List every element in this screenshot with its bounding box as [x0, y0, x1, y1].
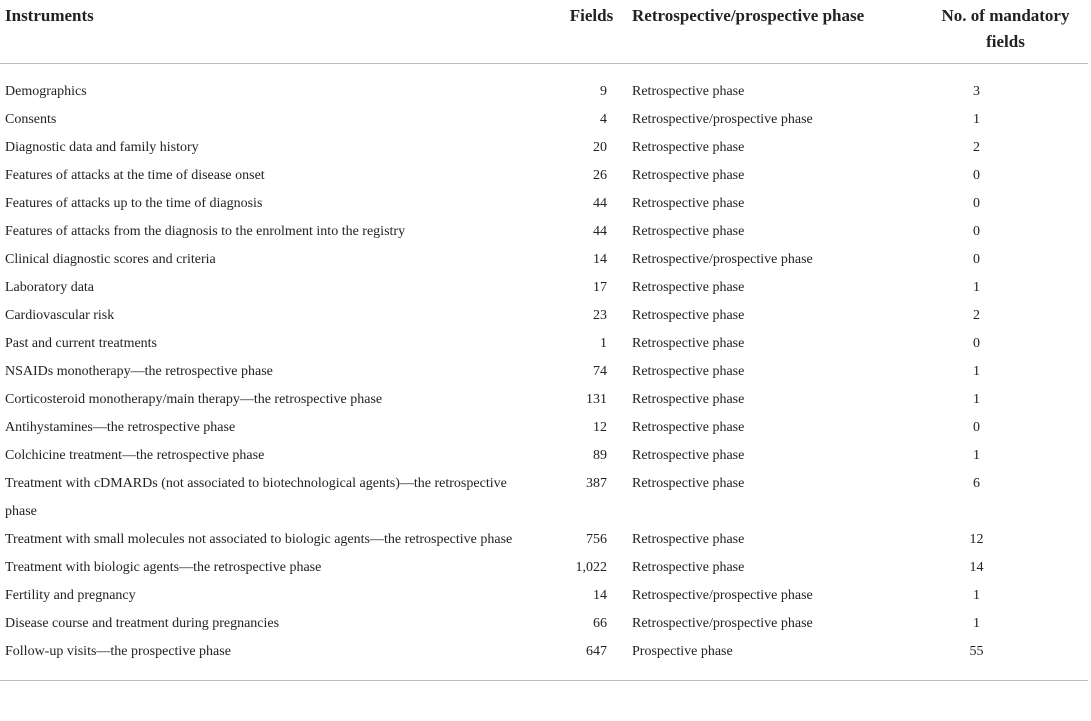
cell-fields	[555, 218, 628, 246]
cell-phase-text: Retrospective phase	[632, 531, 745, 547]
cell-mandatory-fields-text: 1	[973, 279, 980, 295]
cell-mandatory-fields-text: 0	[973, 223, 980, 239]
cell-fields-text: 44	[593, 195, 607, 211]
cell-instrument-text: Features of attacks at the time of disease onset	[5, 167, 265, 183]
cell-phase	[628, 274, 923, 302]
cell-instrument-text: Demographics	[5, 83, 87, 99]
cell-phase	[628, 330, 923, 358]
table-row	[0, 638, 1088, 681]
cell-phase-text: Retrospective phase	[632, 559, 745, 575]
cell-instrument	[0, 638, 555, 681]
cell-fields-text: 1	[600, 335, 607, 351]
cell-instrument	[0, 330, 555, 358]
cell-instrument-text: Cardiovascular risk	[5, 307, 115, 323]
table-row	[0, 358, 1088, 386]
cell-fields-text: 17	[593, 279, 607, 295]
cell-fields-text: 9	[600, 83, 607, 99]
table-row	[0, 330, 1088, 358]
cell-instrument-text: Treatment with small molecules not associated to biologic agents—the retrospective phase	[5, 531, 513, 547]
cell-phase-text: Retrospective phase	[632, 335, 745, 351]
cell-fields	[555, 582, 628, 610]
cell-instrument-text: Laboratory data	[5, 279, 95, 295]
cell-mandatory-fields-text: 1	[973, 391, 980, 407]
cell-mandatory-fields	[923, 106, 1088, 134]
table-row	[0, 274, 1088, 302]
table-row	[0, 246, 1088, 274]
cell-instrument	[0, 63, 555, 106]
cell-instrument	[0, 134, 555, 162]
cell-mandatory-fields-text: 1	[973, 587, 980, 603]
cell-instrument	[0, 274, 555, 302]
table-row	[0, 582, 1088, 610]
cell-mandatory-fields	[923, 610, 1088, 638]
cell-fields	[555, 554, 628, 582]
cell-fields	[555, 63, 628, 106]
cell-instrument	[0, 554, 555, 582]
cell-instrument-text: Treatment with biologic agents—the retrospective phase	[5, 559, 322, 575]
cell-mandatory-fields	[923, 190, 1088, 218]
cell-phase	[628, 63, 923, 106]
cell-fields-text: 89	[593, 447, 607, 463]
table-row	[0, 106, 1088, 134]
cell-instrument-text: Corticosteroid monotherapy/main therapy—the retrospective phase	[5, 391, 383, 407]
cell-mandatory-fields-text: 0	[973, 335, 980, 351]
cell-phase	[628, 218, 923, 246]
cell-phase-text: Retrospective/prospective phase	[632, 251, 813, 267]
cell-phase-text: Prospective phase	[632, 643, 733, 659]
cell-mandatory-fields	[923, 63, 1088, 106]
cell-phase	[628, 442, 923, 470]
cell-instrument-text: Fertility and pregnancy	[5, 587, 136, 603]
table-row	[0, 162, 1088, 190]
cell-instrument-text: Past and current treatments	[5, 335, 158, 351]
cell-instrument-text: Treatment with cDMARDs (not associated to biotechnological agents)—the retrospective phase	[5, 475, 507, 519]
cell-phase-text: Retrospective phase	[632, 447, 745, 463]
header-mandatory-fields: No. of mandatory fields	[923, 0, 1088, 63]
table-row	[0, 218, 1088, 246]
cell-phase	[628, 554, 923, 582]
cell-instrument	[0, 190, 555, 218]
cell-mandatory-fields-text: 0	[973, 195, 980, 211]
cell-mandatory-fields-text: 2	[973, 139, 980, 155]
cell-fields-text: 44	[593, 223, 607, 239]
cell-fields-text: 647	[586, 643, 607, 659]
cell-phase	[628, 526, 923, 554]
cell-phase	[628, 358, 923, 386]
cell-fields	[555, 162, 628, 190]
cell-fields	[555, 274, 628, 302]
cell-instrument	[0, 414, 555, 442]
table-row	[0, 442, 1088, 470]
cell-mandatory-fields-text: 0	[973, 251, 980, 267]
cell-mandatory-fields	[923, 470, 1088, 526]
cell-mandatory-fields	[923, 330, 1088, 358]
cell-fields-text: 756	[586, 531, 607, 547]
cell-mandatory-fields-text: 1	[973, 363, 980, 379]
cell-phase-text: Retrospective phase	[632, 307, 745, 323]
cell-instrument	[0, 610, 555, 638]
table-row	[0, 63, 1088, 106]
cell-fields	[555, 414, 628, 442]
cell-phase-text: Retrospective/prospective phase	[632, 615, 813, 631]
cell-instrument-text: Features of attacks up to the time of diagnosis	[5, 195, 263, 211]
cell-mandatory-fields	[923, 442, 1088, 470]
cell-phase-text: Retrospective phase	[632, 195, 745, 211]
table-row	[0, 134, 1088, 162]
cell-mandatory-fields	[923, 414, 1088, 442]
cell-instrument	[0, 246, 555, 274]
cell-instrument	[0, 470, 555, 526]
cell-phase-text: Retrospective/prospective phase	[632, 111, 813, 127]
cell-fields-text: 387	[586, 475, 607, 491]
cell-mandatory-fields	[923, 134, 1088, 162]
cell-mandatory-fields-text: 6	[973, 475, 980, 491]
cell-fields-text: 26	[593, 167, 607, 183]
cell-fields	[555, 190, 628, 218]
cell-mandatory-fields	[923, 162, 1088, 190]
cell-phase-text: Retrospective phase	[632, 223, 745, 239]
cell-instrument-text: Consents	[5, 111, 57, 127]
cell-phase-text: Retrospective phase	[632, 391, 745, 407]
header-row	[0, 0, 1088, 63]
cell-phase-text: Retrospective phase	[632, 363, 745, 379]
cell-fields-text: 131	[586, 391, 607, 407]
cell-phase	[628, 190, 923, 218]
cell-instrument	[0, 442, 555, 470]
cell-mandatory-fields-text: 1	[973, 111, 980, 127]
cell-mandatory-fields	[923, 638, 1088, 681]
table-row	[0, 554, 1088, 582]
cell-mandatory-fields-text: 0	[973, 419, 980, 435]
cell-mandatory-fields-text: 55	[969, 643, 984, 659]
table-row	[0, 302, 1088, 330]
cell-mandatory-fields-text: 12	[969, 531, 984, 547]
header-instruments: Instruments	[0, 0, 555, 63]
cell-phase-text: Retrospective phase	[632, 419, 745, 435]
cell-phase-text: Retrospective phase	[632, 475, 745, 491]
cell-phase	[628, 386, 923, 414]
cell-fields	[555, 246, 628, 274]
cell-instrument	[0, 218, 555, 246]
cell-fields-text: 74	[593, 363, 607, 379]
cell-phase	[628, 162, 923, 190]
table-header	[0, 0, 1088, 63]
cell-instrument-text: Colchicine treatment—the retrospective phase	[5, 447, 265, 463]
table-row	[0, 470, 1088, 526]
cell-instrument	[0, 358, 555, 386]
table-row	[0, 386, 1088, 414]
cell-fields	[555, 106, 628, 134]
cell-fields	[555, 470, 628, 526]
cell-phase	[628, 246, 923, 274]
cell-phase	[628, 414, 923, 442]
cell-fields	[555, 358, 628, 386]
cell-fields	[555, 442, 628, 470]
cell-phase	[628, 610, 923, 638]
cell-phase-text: Retrospective/prospective phase	[632, 587, 813, 603]
cell-instrument-text: Diagnostic data and family history	[5, 139, 199, 155]
cell-mandatory-fields-text: 14	[969, 559, 984, 575]
table-body	[0, 63, 1088, 680]
cell-fields	[555, 386, 628, 414]
cell-instrument-text: Follow-up visits—the prospective phase	[5, 643, 231, 659]
cell-phase	[628, 582, 923, 610]
cell-fields	[555, 330, 628, 358]
cell-phase-text: Retrospective phase	[632, 279, 745, 295]
cell-phase	[628, 134, 923, 162]
cell-instrument-text: Clinical diagnostic scores and criteria	[5, 251, 216, 267]
cell-instrument	[0, 386, 555, 414]
cell-mandatory-fields	[923, 386, 1088, 414]
table-row	[0, 526, 1088, 554]
cell-fields-text: 14	[593, 587, 607, 603]
cell-mandatory-fields	[923, 358, 1088, 386]
cell-instrument	[0, 582, 555, 610]
cell-instrument-text: Antihystamines—the retrospective phase	[5, 419, 236, 435]
cell-phase-text: Retrospective phase	[632, 83, 745, 99]
cell-phase	[628, 638, 923, 681]
cell-phase	[628, 470, 923, 526]
cell-phase-text: Retrospective phase	[632, 139, 745, 155]
cell-fields-text: 1,022	[575, 559, 607, 575]
cell-mandatory-fields	[923, 554, 1088, 582]
header-phase: Retrospective/prospective phase	[628, 0, 923, 63]
cell-instrument-text: Disease course and treatment during pregnancies	[5, 615, 280, 631]
cell-fields-text: 66	[593, 615, 607, 631]
cell-fields-text: 14	[593, 251, 607, 267]
cell-instrument	[0, 106, 555, 134]
cell-mandatory-fields	[923, 246, 1088, 274]
cell-mandatory-fields-text: 2	[973, 307, 980, 323]
cell-fields	[555, 526, 628, 554]
cell-instrument-text: NSAIDs monotherapy—the retrospective phase	[5, 363, 273, 379]
cell-mandatory-fields	[923, 526, 1088, 554]
cell-instrument	[0, 526, 555, 554]
cell-mandatory-fields-text: 1	[973, 615, 980, 631]
cell-instrument	[0, 162, 555, 190]
cell-mandatory-fields-text: 0	[973, 167, 980, 183]
cell-instrument-text: Features of attacks from the diagnosis to the enrolment into the registry	[5, 223, 406, 239]
cell-fields-text: 20	[593, 139, 607, 155]
table-row	[0, 610, 1088, 638]
header-fields: Fields	[555, 0, 628, 63]
cell-fields-text: 23	[593, 307, 607, 323]
cell-fields	[555, 610, 628, 638]
table-row	[0, 190, 1088, 218]
cell-mandatory-fields	[923, 302, 1088, 330]
cell-phase-text: Retrospective phase	[632, 167, 745, 183]
cell-mandatory-fields	[923, 582, 1088, 610]
cell-mandatory-fields	[923, 218, 1088, 246]
cell-phase	[628, 302, 923, 330]
cell-mandatory-fields-text: 1	[973, 447, 980, 463]
cell-fields	[555, 134, 628, 162]
cell-fields	[555, 638, 628, 681]
cell-fields	[555, 302, 628, 330]
cell-fields-text: 4	[600, 111, 607, 127]
cell-fields-text: 12	[593, 419, 607, 435]
cell-mandatory-fields-text: 3	[973, 83, 980, 99]
cell-phase	[628, 106, 923, 134]
cell-mandatory-fields	[923, 274, 1088, 302]
cell-instrument	[0, 302, 555, 330]
table-row	[0, 414, 1088, 442]
